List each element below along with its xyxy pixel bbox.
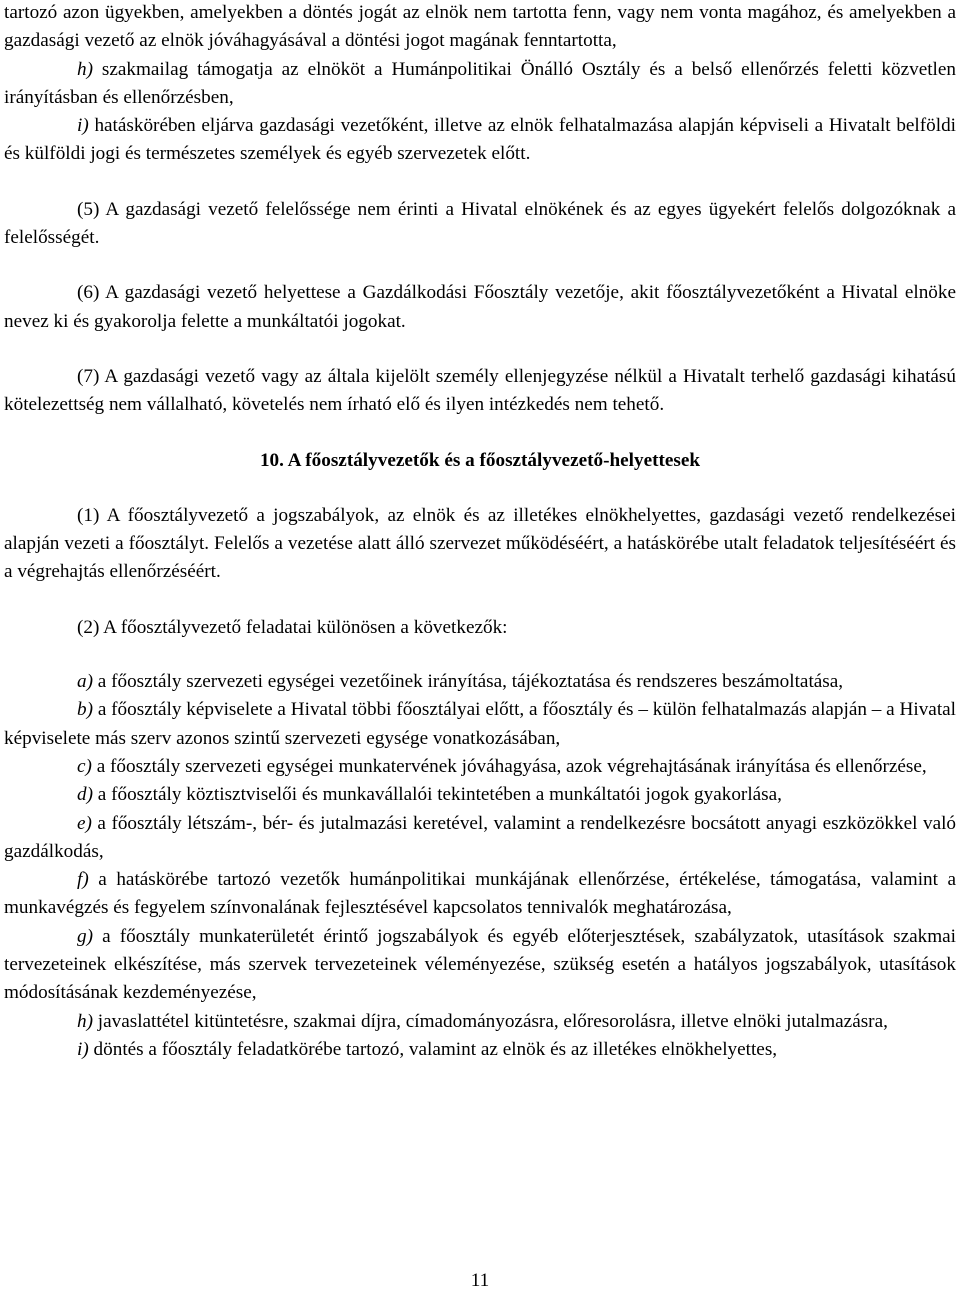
item-label: h)	[77, 1010, 93, 1032]
item-text: a hatáskörébe tartozó vezetők humánpolitikai munkájának ellenőrzése, értékelése, támogatása, valamint a munkavégzés és fegyelem színvonalának fejlesztésével kapcsolatos tennivalók meghatározása,	[4, 869, 957, 919]
item-text: hatáskörében eljárva gazdasági vezetőként, illetve az elnök felhatalmazása alapján képviseli a Hivatalt belföldi és külföldi jogi és természetes személyek és egyéb szervezetek előtt.	[4, 115, 957, 165]
list-item	[4, 810, 956, 867]
item-label: h)	[77, 58, 93, 80]
paragraph-5: (5) A gazdasági vezető felelőssége nem érinti a Hivatal elnökének és az egyes ügyekért felelős dolgozóknak a felelősségét.	[4, 198, 956, 249]
list-item	[4, 781, 956, 809]
paragraph-7: (7) A gazdasági vezető vagy az általa kijelölt személy ellenjegyzése nélkül a Hivatalt terhelő gazdasági kihatású kötelezettség nem vállalható, követelés nem írható elő és ilyen intézkedés nem tehető.	[4, 365, 956, 416]
item-label: a)	[77, 671, 93, 693]
list-item	[4, 1036, 956, 1064]
list-item	[4, 866, 956, 923]
list-item	[4, 753, 956, 781]
item-text: a főosztály szervezeti egységei vezetőinek irányítása, tájékoztatása és rendszeres beszámoltatása,	[97, 671, 844, 693]
item-label: e)	[77, 812, 92, 834]
document-page	[4, 0, 956, 1064]
section-heading: 10. A főosztályvezetők és a főosztályvezető-helyettesek	[259, 449, 701, 471]
list-item	[4, 56, 956, 113]
item-text: szakmailag támogatja az elnököt a Humánpolitikai Önálló Osztály és a belső ellenőrzés feletti közvetlen irányításban és ellenőrzésben,	[4, 58, 956, 108]
list-item	[4, 112, 956, 169]
item-text: a főosztály létszám-, bér- és jutalmazási keretével, valamint a rendelkezésre bocsátott anyagi eszközökkel való gazdálkodás,	[4, 812, 957, 862]
section-paragraph-1: (1) A főosztályvezető a jogszabályok, az elnök és az illetékes elnökhelyettes, gazdasági vezető rendelkezései alapján vezeti a főosztályt. Felelős a vezetése alatt álló szervezet működéséért, a hatáskörébe utalt feladatok teljesítéséért és a végrehajtás ellenőrzéséért.	[4, 504, 956, 583]
item-text: döntés a főosztály feladatkörébe tartozó, valamint az elnök és az illetékes elnökhelyettes,	[93, 1038, 778, 1060]
item-text: javaslattétel kitüntetésre, szakmai díjra, címadományozásra, előresorolásra, illetve elnöki jutalmazásra,	[97, 1010, 888, 1032]
item-label: b)	[77, 699, 93, 721]
item-label: i)	[77, 1038, 89, 1060]
list-item	[4, 668, 956, 696]
item-label: i)	[77, 115, 89, 137]
item-label: g)	[77, 925, 93, 947]
item-label: c)	[77, 755, 92, 777]
item-text: a főosztály képviselete a Hivatal többi főosztályai előtt, a főosztály és – külön felhatalmazás alapján – a Hivatal képviselete más szerv azonos szintű szervezeti egysége vonatkozásában,	[4, 699, 956, 749]
list-item	[4, 1008, 956, 1036]
intro-continuation: tartozó azon ügyekben, amelyekben a döntés jogát az elnök nem tartotta fenn, vagy nem vonta magához, és amelyekben a gazdasági vezető az elnök jóváhagyásával a döntési jogot magának fenntartotta,	[4, 2, 956, 52]
item-label: d)	[77, 784, 93, 806]
list-item	[4, 696, 956, 753]
item-text: a főosztály szervezeti egységei munkatervének jóváhagyása, azok végrehajtásának irányítása és ellenőrzése,	[96, 755, 927, 777]
section-paragraph-2: (2) A főosztályvezető feladatai különösen a következők:	[77, 616, 508, 638]
item-text: a főosztály munkaterületét érintő jogszabályok és egyéb előterjesztések, szabályzatok, utasítások szakmai tervezeteinek elkészítése, más szervek tervezeteinek véleményezése, szükség esetén a hatályos jogszabályok, utasítások módosításának kezdeményezése,	[4, 925, 957, 1004]
item-label: f)	[77, 869, 89, 891]
page-number: 11	[470, 1270, 490, 1291]
list-item	[4, 923, 956, 1008]
paragraph-6: (6) A gazdasági vezető helyettese a Gazdálkodási Főosztály vezetője, akit főosztályvezetőként a Hivatal elnöke nevez ki és gyakorolja felette a munkáltatói jogokat.	[4, 282, 956, 332]
item-text: a főosztály köztisztviselői és munkavállalói tekintetében a munkáltatói jogok gyakorlása,	[97, 784, 782, 806]
